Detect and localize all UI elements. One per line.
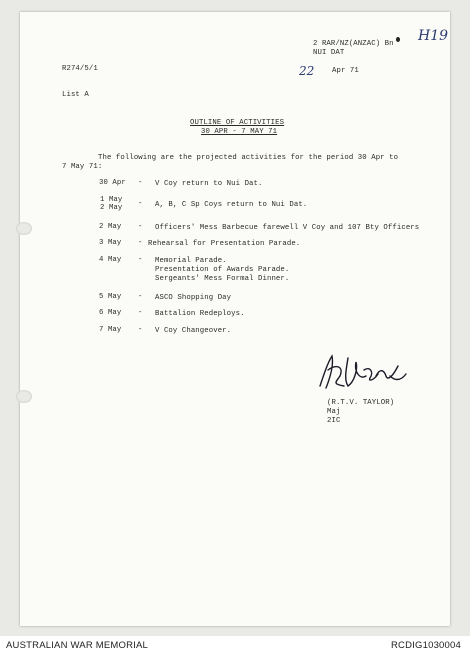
activity-text: Battalion Redeploys.: [155, 310, 245, 318]
activity-date: 6 May: [99, 309, 122, 317]
activity-text: A, B, C Sp Coys return to Nui Dat.: [155, 201, 308, 209]
activity-date: 30 Apr: [99, 179, 126, 187]
unit-name: 2 RAR/NZ(ANZAC) Bn: [313, 40, 394, 48]
activity-date: 4 May: [99, 256, 122, 264]
document-title: OUTLINE OF ACTIVITIES: [190, 119, 285, 127]
intro-line-1: The following are the projected activities for the period 30 Apr to: [98, 154, 399, 162]
punch-hole-top: [16, 222, 32, 235]
activity-dash: -: [138, 239, 143, 247]
activity-dash: -: [138, 326, 143, 334]
activity-dash: -: [138, 223, 143, 231]
document-subtitle: 30 APR - 7 MAY 71: [201, 128, 278, 136]
typed-date: Apr 71: [332, 67, 359, 75]
activity-text: V Coy Changeover.: [155, 327, 232, 335]
activity-date: 3 May: [99, 239, 122, 247]
handwritten-signature: [314, 346, 414, 394]
activity-date: 2 May: [100, 204, 123, 212]
reference-number: R274/5/1: [62, 65, 98, 73]
activity-dash: -: [138, 179, 143, 187]
archive-credit: AUSTRALIAN WAR MEMORIAL: [6, 640, 149, 651]
document-page: [20, 12, 450, 626]
handwritten-date: 22: [299, 64, 315, 78]
activity-dash: -: [138, 256, 143, 264]
activity-date: 7 May: [99, 326, 122, 334]
activity-text: ASCO Shopping Day: [155, 294, 232, 302]
archive-id: RCDIG1030004: [391, 640, 461, 651]
activity-dash: -: [138, 200, 143, 208]
activity-text-line-1: Memorial Parade.: [155, 257, 227, 265]
activity-text-line-2: Presentation of Awards Parade.: [155, 266, 290, 274]
intro-line-2: 7 May 71:: [62, 163, 103, 171]
activity-text: V Coy return to Nui Dat.: [155, 180, 263, 188]
activity-text-line-3: Sergeants' Mess Formal Dinner.: [155, 275, 290, 283]
activity-date: 1 May: [100, 196, 123, 204]
signatory-rank: Maj: [327, 408, 341, 416]
location: NUI DAT: [313, 49, 345, 57]
folio-number: H19: [418, 28, 449, 44]
activity-date: 2 May: [99, 223, 122, 231]
list-label: List A: [62, 91, 89, 99]
punch-hole-bottom: [16, 390, 32, 403]
activity-dash: -: [138, 309, 143, 317]
activity-date: 5 May: [99, 293, 122, 301]
signatory-name: (R.T.V. TAYLOR): [327, 399, 395, 407]
activity-text: Officers' Mess Barbecue farewell V Coy and 107 Bty Officers: [155, 224, 420, 232]
activity-text: Rehearsal for Presentation Parade.: [148, 240, 301, 248]
activity-dash: -: [138, 293, 143, 301]
ink-mark: [396, 37, 400, 42]
signatory-appointment: 2IC: [327, 417, 341, 425]
